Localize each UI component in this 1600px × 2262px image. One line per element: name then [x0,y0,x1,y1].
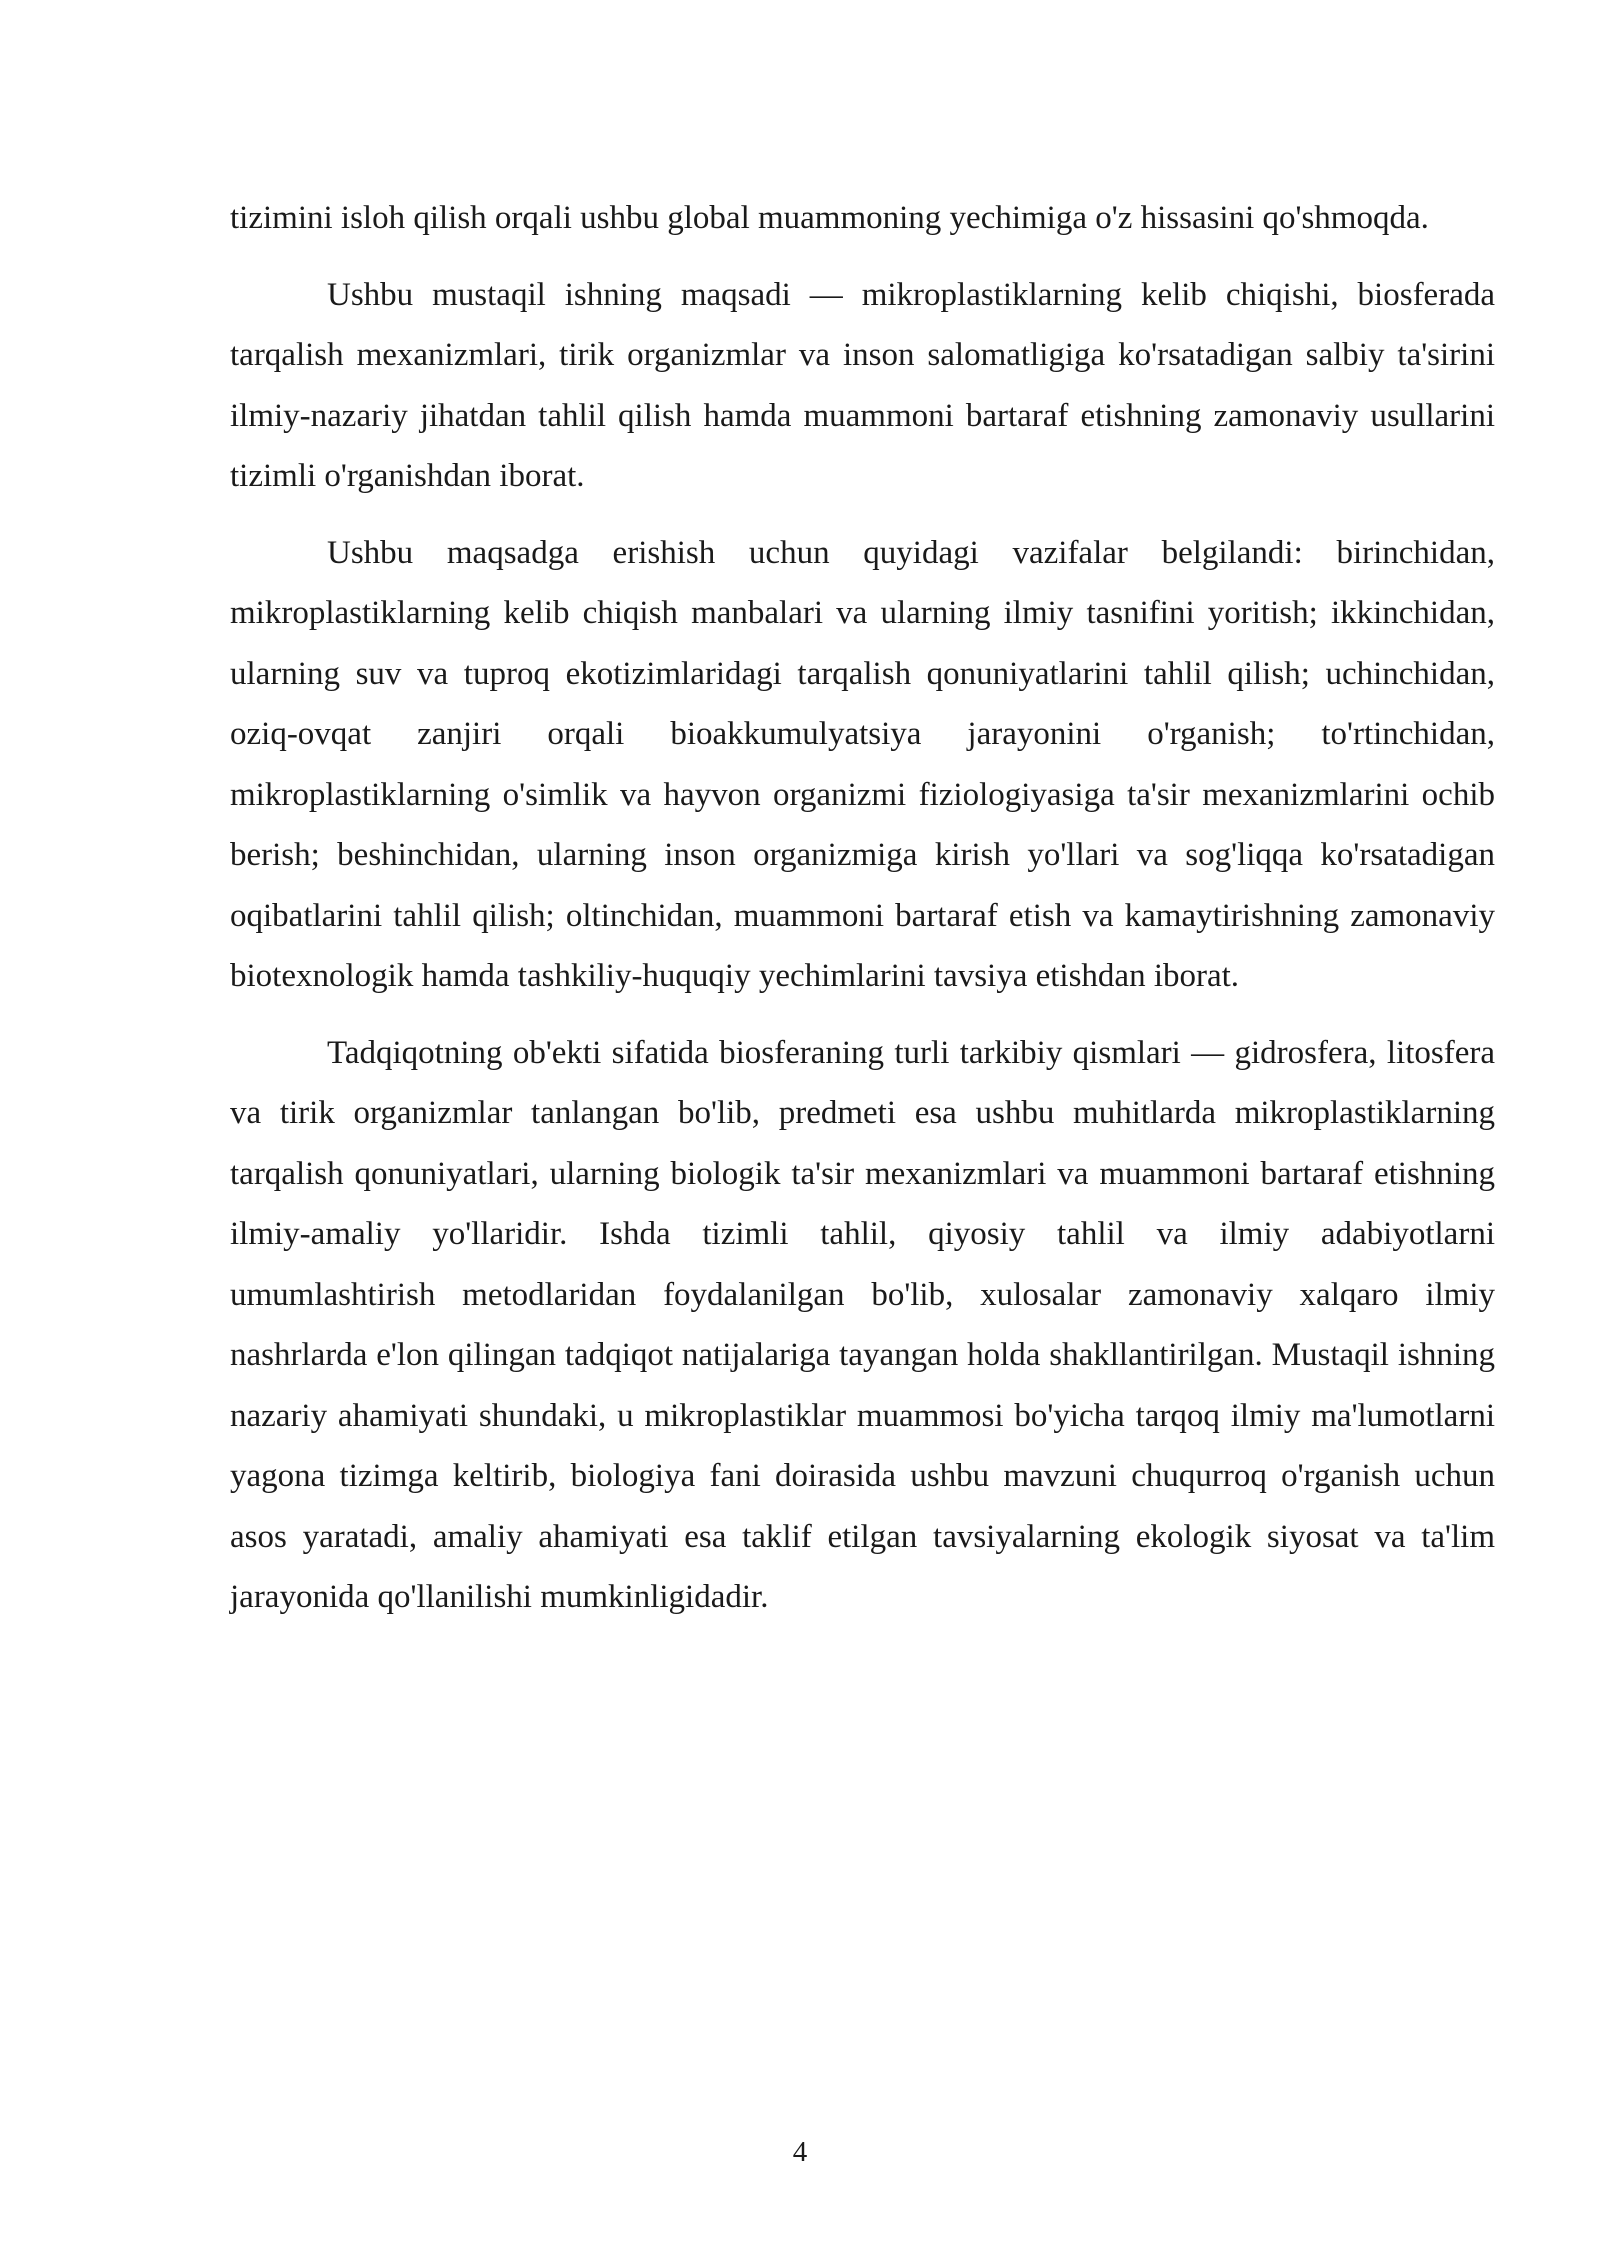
paragraph-purpose: Ushbu mustaqil ishning maqsadi — mikroplastiklarning kelib chiqishi, biosferada tarqalish mexanizmlari, tirik organizmlar va inson salomatligiga ko'rsatadigan salbiy ta'sirini ilmiy-nazariy jihatdan tahlil qilish hamda muammoni bartaraf etishning zamonaviy usullarini tizimli o'rganishdan iborat. [230,276,1495,494]
paragraph-tasks: Ushbu maqsadga erishish uchun quyidagi vazifalar belgilandi: birinchidan, mikroplastiklarning kelib chiqish manbalari va ularning ilmiy tasnifini yoritish; ikkinchidan, ularning suv va tuproq ekotizimlaridagi tarqalish qonuniyatlarini tahlil qilish; uchinchidan, oziq-ovqat zanjiri orqali bioakkumulyatsiya jarayonini o'rganish; to'rtinchidan, mikroplastiklarning o'simlik va hayvon organizmi fiziologiyasiga ta'sir mexanizmlarini ochib berish; beshinchidan, ularning inson organizmiga kirish yo'llari va sog'liqqa ko'rsatadigan oqibatlarini tahlil qilish; oltinchidan, muammoni bartaraf etish va kamaytirishning zamonaviy biotexnologik hamda tashkiliy-huquqiy yechimlarini tavsiya etishdan iborat. [230,534,1495,994]
body-text [230,188,1495,1644]
paragraph-continuation: tizimini isloh qilish orqali ushbu global muammoning yechimiga o'z hissasini qo'shmoqda. [230,200,1429,236]
page-number: 4 [792,2136,808,2168]
paragraph-object-subject: Tadqiqotning ob'ekti sifatida biosferaning turli tarkibiy qismlari — gidrosfera, litosfera va tirik organizmlar tanlangan bo'lib, predmeti esa ushbu muhitlarda mikroplastiklarning tarqalish qonuniyatlari, ularning biologik ta'sir mexanizmlari va muammoni bartaraf etishning ilmiy-amaliy yo'llaridir. Ishda tizimli tahlil, qiyosiy tahlil va ilmiy adabiyotlarni umumlashtirish metodlaridan foydalanilgan bo'lib, xulosalar zamonaviy xalqaro ilmiy nashrlarda e'lon qilingan tadqiqot natijalariga tayangan holda shakllantirilgan. Mustaqil ishning nazariy ahamiyati shundaki, u mikroplastiklar muammosi bo'yicha tarqoq ilmiy ma'lumotlarni yagona tizimga keltirib, biologiya fani doirasida ushbu mavzuni chuqurroq o'rganish uchun asos yaratadi, amaliy ahamiyati esa taklif etilgan tavsiyalarning ekologik siyosat va ta'lim jarayonida qo'llanilishi mumkinligidadir. [230,1034,1495,1615]
